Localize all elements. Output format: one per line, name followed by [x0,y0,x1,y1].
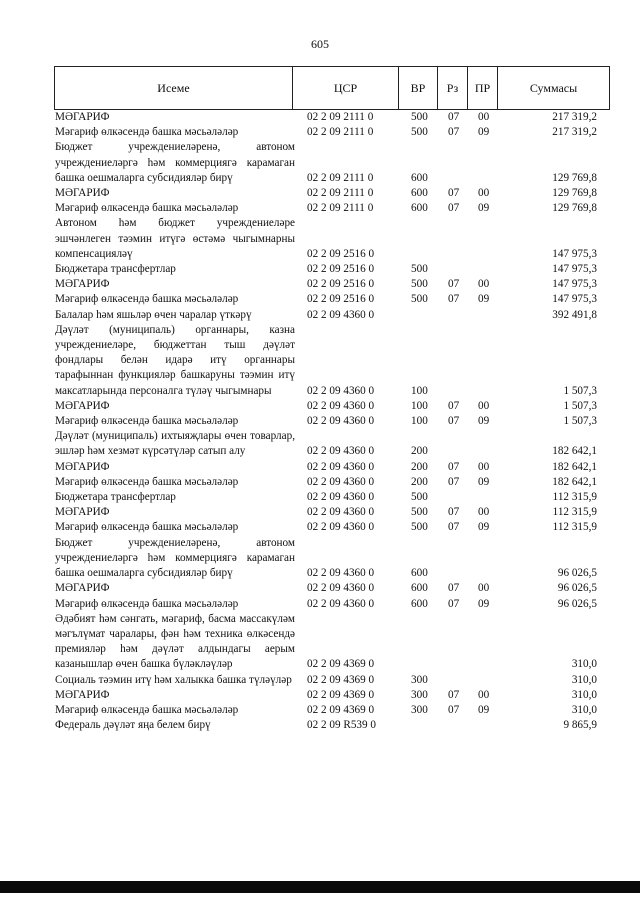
row-csr: 02 2 09 2111 0 [307,111,374,123]
table-row [55,536,610,582]
header-name: Исеме [55,67,293,109]
header-rz: Рз [438,67,468,109]
row-rz: 07 [448,703,460,716]
row-csr: 02 2 09 4360 0 [307,597,375,610]
table-row [55,703,610,718]
row-pr: 00 [478,582,490,595]
row-csr: 02 2 09 2516 0 [307,293,375,306]
row-csr: 02 2 09 2111 0 [307,202,374,215]
row-vr: 600 [411,597,428,610]
row-csr: 02 2 09 4360 0 [307,506,375,519]
row-sum: 129 769,8 [552,187,597,200]
row-sum: 112 315,9 [552,491,597,504]
row-vr: 500 [411,521,428,534]
row-vr: 600 [411,567,428,580]
row-sum: 96 026,5 [557,597,597,610]
row-pr: 09 [478,597,490,610]
row-rz: 07 [448,521,460,534]
row-vr: 500 [411,506,428,519]
row-pr: 00 [478,187,490,200]
row-csr: 02 2 09 2111 0 [307,171,374,184]
row-sum: 112 315,9 [552,506,597,519]
row-pr: 00 [478,506,490,519]
table-row [55,612,610,673]
row-sum: 96 026,5 [557,582,597,595]
row-sum: 182 642,1 [552,475,597,488]
row-pr: 09 [478,475,490,488]
row-name: Әдәбият һәм сәнгать, мәгариф, басма массакүләм мәгълүмат чаралары, фән һәм техника өлкәсендә премияләр һәм дәүләт алдындагы аерым казанышлар өчен башка бүләкләүләр [55,612,295,671]
row-vr: 100 [411,399,428,412]
row-name: Мәгариф өлкәсендә башка мәсьәләләр [55,126,239,139]
row-sum: 129 769,8 [552,202,597,215]
row-name: МӘГАРИФ [55,111,110,123]
table-row [55,429,610,459]
row-name: Мәгариф өлкәсендә башка мәсьәләләр [55,293,239,306]
row-sum: 129 769,8 [552,171,597,184]
row-vr: 200 [411,460,428,473]
table-row [55,718,610,733]
table-row [55,688,610,703]
table-row [55,308,610,323]
row-name: Мәгариф өлкәсендә башка мәсьәләләр [55,415,239,428]
table-row [55,399,610,414]
table-row [55,140,610,186]
row-vr: 500 [411,278,428,291]
table-header [54,66,610,110]
row-vr: 100 [411,384,428,397]
row-rz: 07 [448,506,460,519]
row-rz: 07 [448,475,460,488]
row-name: Дәүләт (муниципаль) ихтыяҗлары өчен товарлар, эшләр һәм хезмәт күрсәтүләр сатып алу [55,430,295,458]
row-rz: 07 [448,460,460,473]
row-vr: 600 [411,582,428,595]
row-pr: 09 [478,415,490,428]
row-vr: 200 [411,445,428,458]
row-pr: 00 [478,111,490,123]
row-sum: 1 507,3 [563,415,597,428]
row-csr: 02 2 09 4369 0 [307,658,375,671]
row-name: Бюджет учреждениеләренә, автоном учреждениеләргә һәм коммерциягә карамаган башка оешмаларга субсидияләр бирү [55,536,295,580]
row-vr: 600 [411,171,428,184]
row-sum: 182 642,1 [552,460,597,473]
page-number: 605 [311,37,329,51]
row-sum: 1 507,3 [563,384,597,397]
row-name: Мәгариф өлкәсендә башка мәсьәләләр [55,521,239,534]
row-name: Социаль тәэмин итү һәм халыкка башка түләүләр [55,673,292,686]
row-name: МӘГАРИФ [55,688,110,701]
row-name: Мәгариф өлкәсендә башка мәсьәләләр [55,703,239,716]
table-row [55,414,610,429]
row-pr: 09 [478,126,490,139]
row-csr: 02 2 09 2516 0 [307,247,375,260]
row-name: МӘГАРИФ [55,187,110,200]
table-row [55,110,610,125]
table-row [55,505,610,520]
header-vr: ВР [399,67,438,109]
row-pr: 00 [478,688,490,701]
row-name: МӘГАРИФ [55,582,110,595]
row-rz: 07 [448,415,460,428]
row-pr: 09 [478,521,490,534]
row-csr: 02 2 09 2111 0 [307,126,374,139]
row-pr: 00 [478,278,490,291]
row-rz: 07 [448,126,460,139]
row-sum: 147 975,3 [552,278,597,291]
table-row [55,216,610,262]
table-body [55,110,610,733]
row-csr: 02 2 09 4360 0 [307,460,375,473]
row-name: Бюджет учреждениеләренә, автоном учреждениеләргә һәм коммерциягә карамаган башка оешмаларга субсидияләр бирү [55,141,295,184]
row-sum: 96 026,5 [557,567,597,580]
table-row [55,581,610,596]
row-sum: 217 319,2 [552,111,597,123]
table-row [55,186,610,201]
row-csr: 02 2 09 4360 0 [307,491,375,504]
row-rz: 07 [448,202,460,215]
row-name: Мәгариф өлкәсендә башка мәсьәләләр [55,597,239,610]
row-rz: 07 [448,187,460,200]
row-csr: 02 2 09 4360 0 [307,399,375,412]
row-sum: 217 319,2 [552,126,597,139]
table-row [55,201,610,216]
row-sum: 310,0 [571,673,597,686]
table-row [55,460,610,475]
row-vr: 500 [411,111,428,123]
row-vr: 300 [411,673,428,686]
row-sum: 147 975,3 [552,263,597,276]
row-sum: 147 975,3 [552,247,597,260]
row-csr: 02 2 09 4360 0 [307,415,375,428]
table-row [55,597,610,612]
row-csr: 02 2 09 4360 0 [307,567,375,580]
row-name: Балалар һәм яшьләр өчен чаралар үткәрү [55,308,252,321]
row-sum: 182 642,1 [552,445,597,458]
row-name: МӘГАРИФ [55,506,110,519]
row-csr: 02 2 09 4369 0 [307,703,375,716]
row-csr: 02 2 09 4360 0 [307,582,375,595]
row-sum: 112 315,9 [552,521,597,534]
row-pr: 09 [478,703,490,716]
row-sum: 1 507,3 [563,399,597,412]
row-vr: 500 [411,126,428,139]
row-sum: 9 865,9 [563,719,597,732]
row-csr: 02 2 09 2111 0 [307,187,374,200]
row-name: Дәүләт (муниципаль) органнары, казна учреждениеләре, бюджеттан тыш дәүләт фондлары белән идарә итү органнары тарафыннан функцияләр башкаруны тәэмин итү максатларында персоналга түләү чыгымнары [55,323,295,397]
row-pr: 00 [478,399,490,412]
table-row [55,323,610,399]
row-vr: 600 [411,202,428,215]
row-csr: 02 2 09 4369 0 [307,688,375,701]
row-name: Автоном һәм бюджет учреждениеләре эшчәнлеген тәэмин итүгә өстәмә чыгымнарны компенсацияләү [55,217,295,260]
table-row [55,673,610,688]
row-sum: 310,0 [571,658,597,671]
row-vr: 100 [411,415,428,428]
row-rz: 07 [448,278,460,291]
row-sum: 147 975,3 [552,293,597,306]
row-name: МӘГАРИФ [55,460,110,473]
row-csr: 02 2 09 2516 0 [307,263,375,276]
table-row [55,475,610,490]
row-name: Бюджетара трансфертлар [55,491,176,504]
row-name: Мәгариф өлкәсендә башка мәсьәләләр [55,202,239,215]
row-csr: 02 2 09 4360 0 [307,308,375,321]
row-rz: 07 [448,111,460,123]
row-sum: 310,0 [571,703,597,716]
row-csr: 02 2 09 4360 0 [307,445,375,458]
row-name: МӘГАРИФ [55,399,110,412]
header-sum: Суммасы [529,80,578,95]
row-vr: 500 [411,293,428,306]
row-sum: 310,0 [571,688,597,701]
row-pr: 00 [478,460,490,473]
table-row [55,292,610,307]
row-pr: 09 [478,293,490,306]
row-name: Бюджетара трансфертлар [55,263,176,276]
row-csr: 02 2 09 4360 0 [307,521,375,534]
row-rz: 07 [448,688,460,701]
row-csr: 02 2 09 4360 0 [307,475,375,488]
row-csr: 02 2 09 4360 0 [307,384,375,397]
header-csr: ЦСР [293,67,399,109]
scan-edge-bar [0,881,640,893]
row-rz: 07 [448,597,460,610]
table-row [55,490,610,505]
row-vr: 600 [411,187,428,200]
row-rz: 07 [448,293,460,306]
row-rz: 07 [448,399,460,412]
row-csr: 02 2 09 4369 0 [307,673,375,686]
row-csr: 02 2 09 2516 0 [307,278,375,291]
row-vr: 500 [411,263,428,276]
row-rz: 07 [448,582,460,595]
row-name: МӘГАРИФ [55,278,110,291]
table-row [55,520,610,535]
row-vr: 200 [411,475,428,488]
row-name: Мәгариф өлкәсендә башка мәсьәләләр [55,475,239,488]
table-row [55,262,610,277]
header-pr: ПР [468,67,498,109]
row-sum: 392 491,8 [552,308,597,321]
table-row [55,125,610,140]
row-csr: 02 2 09 R539 0 [307,719,376,732]
row-pr: 09 [478,202,490,215]
row-vr: 300 [411,688,428,701]
row-vr: 500 [411,491,428,504]
row-vr: 300 [411,703,428,716]
table-row [55,277,610,292]
row-name: Федераль дәүләт яңа белем бирү [55,719,211,732]
